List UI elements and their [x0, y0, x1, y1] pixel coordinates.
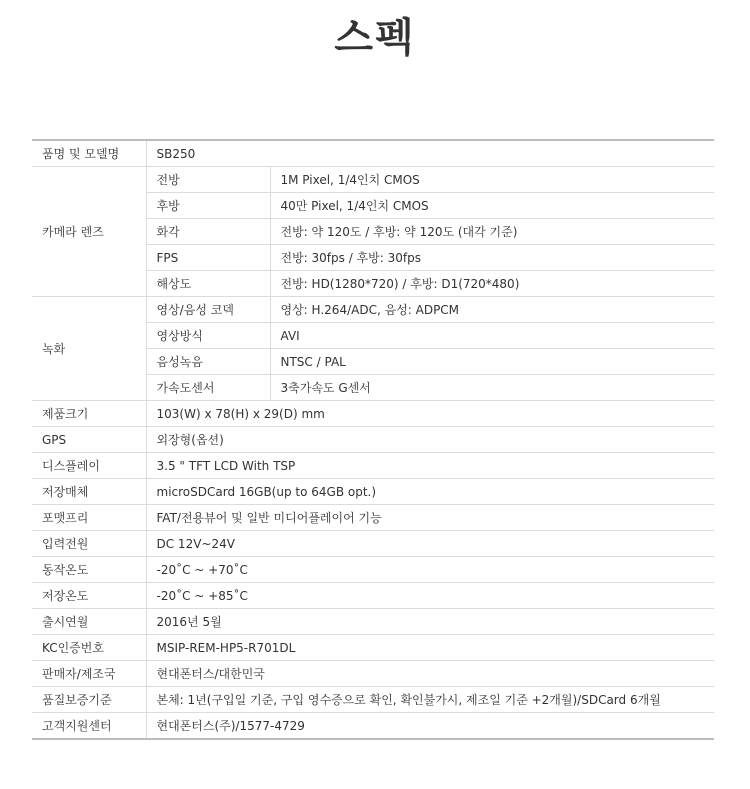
spec-value: DC 12V~24V — [146, 531, 714, 557]
spec-sub-label: 음성녹음 — [146, 349, 270, 375]
spec-value: 영상: H.264/ADC, 음성: ADPCM — [270, 297, 714, 323]
spec-label: 고객지원센터 — [32, 713, 146, 740]
spec-value: 전방: 약 120도 / 후방: 약 120도 (대각 기준) — [270, 219, 714, 245]
spec-row — [32, 687, 714, 713]
spec-value: 103(W) x 78(H) x 29(D) mm — [146, 401, 714, 427]
spec-label: KC인증번호 — [32, 635, 146, 661]
spec-label: 품명 및 모델명 — [32, 140, 146, 167]
spec-sub-label: FPS — [146, 245, 270, 271]
spec-row — [32, 713, 714, 740]
spec-value: 2016년 5월 — [146, 609, 714, 635]
spec-sub-label: 화각 — [146, 219, 270, 245]
spec-label: 동작온도 — [32, 557, 146, 583]
spec-label: 출시연월 — [32, 609, 146, 635]
spec-row — [32, 297, 714, 323]
spec-row — [32, 635, 714, 661]
spec-label: 포맷프리 — [32, 505, 146, 531]
spec-row — [32, 557, 714, 583]
spec-row — [32, 531, 714, 557]
spec-value: -20˚C ~ +85˚C — [146, 583, 714, 609]
spec-label: 디스플레이 — [32, 453, 146, 479]
spec-value: microSDCard 16GB(up to 64GB opt.) — [146, 479, 714, 505]
spec-row — [32, 505, 714, 531]
spec-value: -20˚C ~ +70˚C — [146, 557, 714, 583]
spec-value: 1M Pixel, 1/4인치 CMOS — [270, 167, 714, 193]
spec-value: 현대폰터스/대한민국 — [146, 661, 714, 687]
spec-value: NTSC / PAL — [270, 349, 714, 375]
spec-value: 40만 Pixel, 1/4인치 CMOS — [270, 193, 714, 219]
spec-row — [32, 167, 714, 193]
spec-row — [32, 609, 714, 635]
spec-value: 3.5 " TFT LCD With TSP — [146, 453, 714, 479]
spec-label: 입력전원 — [32, 531, 146, 557]
spec-row — [32, 401, 714, 427]
spec-value: 외장형(옵션) — [146, 427, 714, 453]
spec-table — [32, 139, 714, 740]
spec-sub-label: 영상/음성 코덱 — [146, 297, 270, 323]
spec-row — [32, 427, 714, 453]
spec-label: 저장온도 — [32, 583, 146, 609]
spec-row — [32, 661, 714, 687]
spec-value: 현대폰터스(주)/1577-4729 — [146, 713, 714, 740]
spec-sub-label: 해상도 — [146, 271, 270, 297]
spec-label: 품질보증기준 — [32, 687, 146, 713]
page-title: 스펙 — [334, 15, 416, 61]
spec-sub-label: 영상방식 — [146, 323, 270, 349]
spec-sub-label: 가속도센서 — [146, 375, 270, 401]
spec-category-label: 카메라 렌즈 — [32, 167, 146, 297]
spec-label: 판매자/제조국 — [32, 661, 146, 687]
spec-row — [32, 453, 714, 479]
spec-sub-label: 후방 — [146, 193, 270, 219]
spec-row — [32, 140, 714, 167]
spec-category-label: 녹화 — [32, 297, 146, 401]
spec-value: AVI — [270, 323, 714, 349]
spec-value: 전방: HD(1280*720) / 후방: D1(720*480) — [270, 271, 714, 297]
spec-label: GPS — [32, 427, 146, 453]
spec-value: MSIP-REM-HP5-R701DL — [146, 635, 714, 661]
spec-value: 3축가속도 G센서 — [270, 375, 714, 401]
spec-row — [32, 479, 714, 505]
spec-value: 본체: 1년(구입일 기준, 구입 영수증으로 확인, 확인불가시, 제조일 기준 +2개월)/SDCard 6개월 — [146, 687, 714, 713]
spec-value: SB250 — [146, 140, 714, 167]
spec-label: 저장매체 — [32, 479, 146, 505]
spec-value: FAT/전용뷰어 및 일반 미디어플레이어 기능 — [146, 505, 714, 531]
spec-value: 전방: 30fps / 후방: 30fps — [270, 245, 714, 271]
spec-sub-label: 전방 — [146, 167, 270, 193]
spec-label: 제품크기 — [32, 401, 146, 427]
spec-row — [32, 583, 714, 609]
